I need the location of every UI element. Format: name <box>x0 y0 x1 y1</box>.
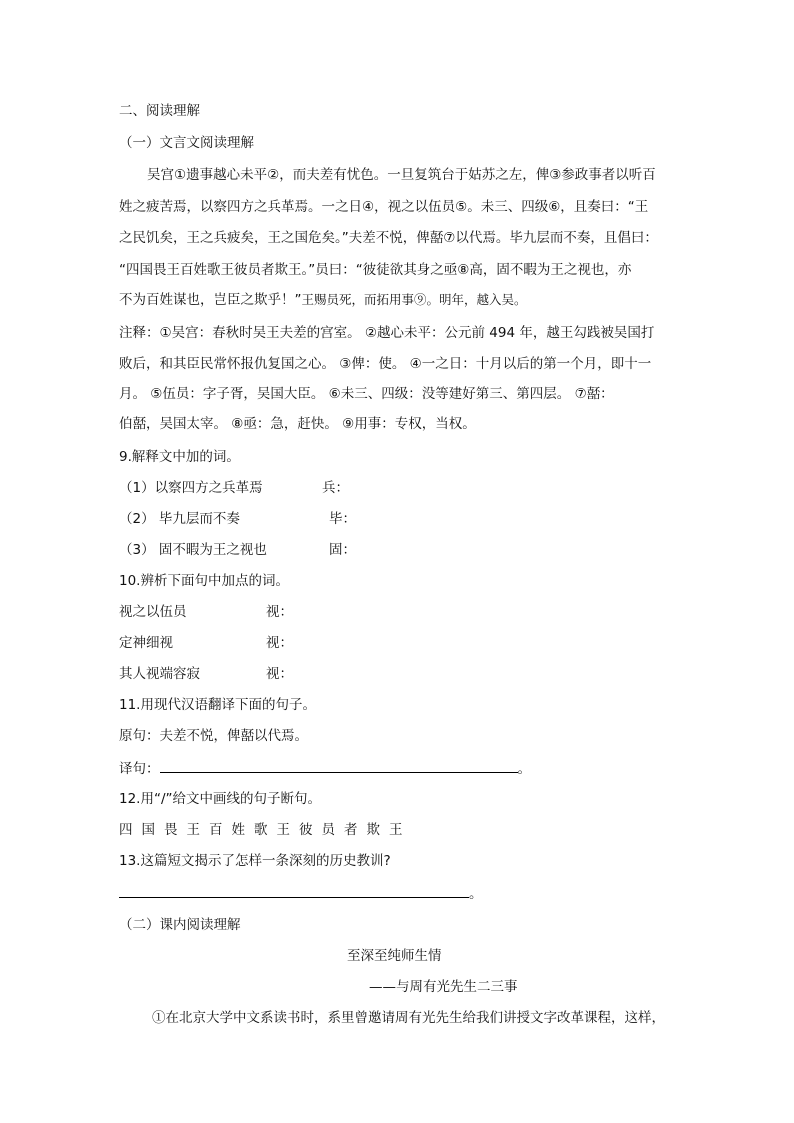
q10-item: 其人视端容寂 <box>119 666 200 682</box>
segmentation-sentence: 四国畏王百姓歌王彼员者欺王 <box>119 822 412 838</box>
q9-word: 兵： <box>322 480 349 496</box>
translation-label: 译句： <box>119 761 160 777</box>
question-prompt: 13.这篇短文揭示了怎样一条深刻的历史教训? <box>119 853 391 869</box>
part1-title: （一）文言文阅读理解 <box>119 135 254 151</box>
passage-line: 不为百姓谋也，岂臣之欺乎！” <box>119 292 302 308</box>
translation-blank[interactable] <box>160 758 518 773</box>
article-first-paragraph: ①在北京大学中文系读书时，系里曾邀请周有光先生给我们讲授文字改革课程，这样， <box>152 1010 665 1026</box>
question-prompt: 12.用“/”给文中画线的句子断句。 <box>119 791 322 807</box>
passage-line: 姓之疲苦焉，以察四方之兵革焉。一之日④，视之以伍员⑤。未三、四级⑥，且奏曰：“王 <box>119 199 649 215</box>
translation-row <box>119 758 531 779</box>
q10-item: 定神细视 <box>119 635 173 651</box>
q9-item: （2） 毕九层而不奏 <box>119 511 240 527</box>
section-title: 二、阅读理解 <box>119 103 200 119</box>
q9-word: 毕： <box>329 511 356 527</box>
note-line: 注释：①吴宫：春秋时吴王夫差的宫室。 ②越心未平：公元前 494 年，越王勾践被吴国打 <box>119 325 655 341</box>
q10-word: 视： <box>266 666 293 682</box>
question-prompt: 10.辨析下面句中加点的词。 <box>119 573 289 589</box>
q10-word: 视： <box>266 635 293 651</box>
note-line: 月。 ⑤伍员：字子胥，吴国大臣。 ⑥未三、四级：没等建好第三、第四层。 ⑦嚭： <box>119 386 614 402</box>
passage-line: 之民饥矣，王之兵疲矣，王之国危矣。”夫差不悦，俾嚭⑦以代焉。毕九层而不奏，且倡曰： <box>119 230 658 246</box>
lesson-answer-row <box>119 883 483 904</box>
question-prompt: 9.解释文中加的词。 <box>119 449 240 465</box>
q10-item: 视之以伍员 <box>119 604 187 620</box>
lesson-end-mark: 。 <box>469 886 483 902</box>
passage-line: 吴宫①遗事越心未平②，而夫差有忧色。一旦复筑台于姑苏之左，俾③参政事者以听百 <box>147 167 656 183</box>
passage-line: “四国畏王百姓歌王彼员者欺王。”员曰：“彼徒欲其身之亟⑧高，固不暇为王之视也，亦 <box>119 262 632 278</box>
q9-item: （1）以察四方之兵革焉 <box>119 480 263 496</box>
note-line: 败后，和其臣民常怀报仇复国之心。 ③俾：使。 ④一之日：十月以后的第一个月，即十一 <box>119 356 652 372</box>
article-title: 至深至纯师生情 <box>347 948 442 964</box>
q9-word: 固： <box>329 542 356 558</box>
original-sentence: 原句：夫差不悦，俾嚭以代焉。 <box>119 728 308 744</box>
passage-line-last <box>119 290 527 310</box>
part2-title: （二）课内阅读理解 <box>119 917 241 933</box>
lesson-answer-blank[interactable] <box>119 883 469 898</box>
article-subtitle: ——与周有光先生二三事 <box>369 979 518 995</box>
translation-end-mark: 。 <box>517 761 531 777</box>
q10-word: 视： <box>266 604 293 620</box>
note-line: 伯嚭，吴国太宰。 ⑧亟：急，赶快。 ⑨用事：专权，当权。 <box>119 416 476 432</box>
passage-line: 王赐员死，而拓用事⑨。明年，越入吴。 <box>301 292 527 307</box>
q9-item: （3） 固不暇为王之视也 <box>119 542 267 558</box>
question-prompt: 11.用现代汉语翻译下面的句子。 <box>119 697 316 713</box>
